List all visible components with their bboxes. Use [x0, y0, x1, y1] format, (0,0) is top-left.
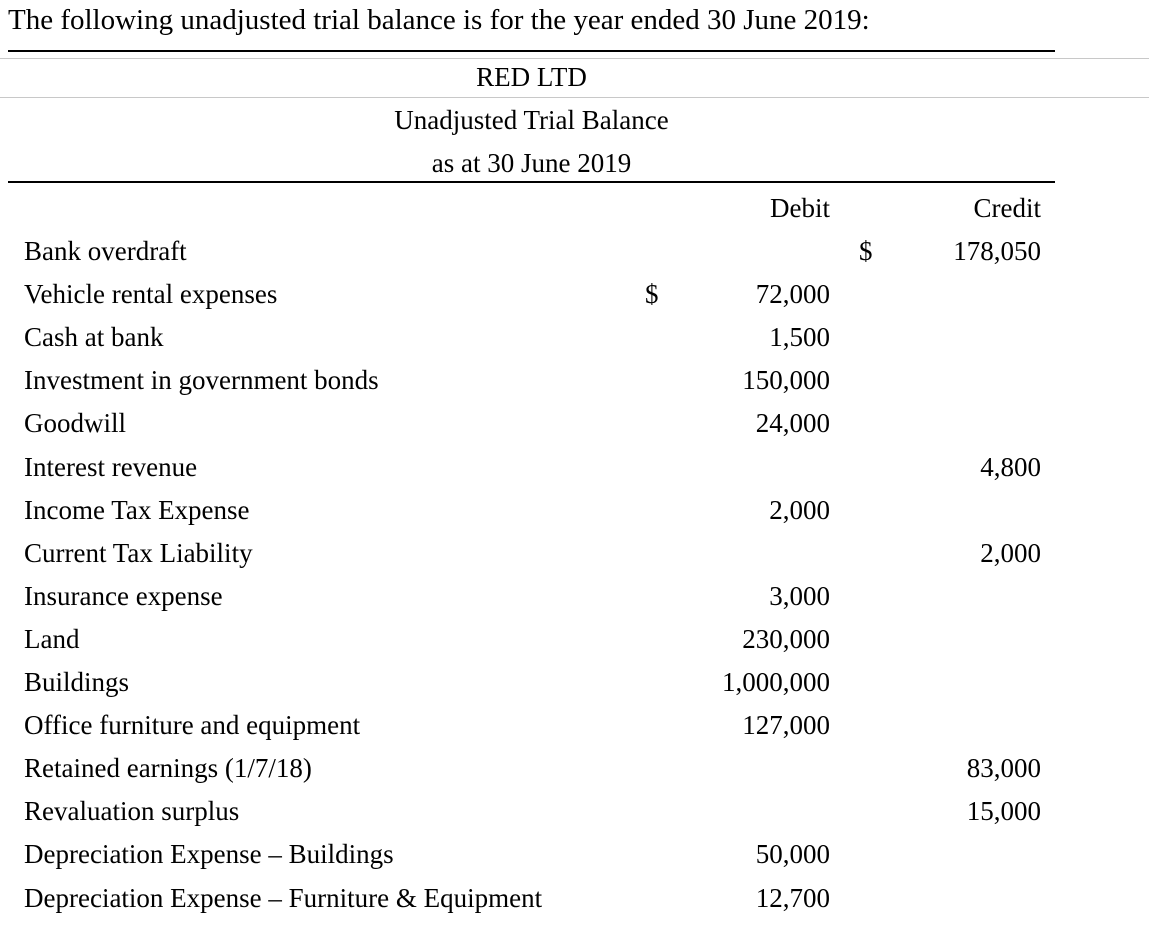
- table-row: [0, 279, 1149, 322]
- table-row: [0, 839, 1149, 882]
- table-row: [0, 883, 1149, 926]
- header-separator-bottom: [0, 97, 1149, 98]
- table-row: [0, 710, 1149, 753]
- account-label: Land: [24, 624, 80, 654]
- table-row: [0, 796, 1149, 839]
- account-label: Buildings: [24, 667, 130, 697]
- table-row: [0, 322, 1149, 365]
- account-label: Insurance expense: [24, 581, 223, 611]
- credit-column-header: Credit: [973, 193, 1041, 223]
- debit-column-header: Debit: [770, 193, 830, 223]
- table-row: [0, 624, 1149, 667]
- credit-amount: 4,800: [980, 452, 1041, 482]
- table-row: [0, 365, 1149, 408]
- table-row: [0, 581, 1149, 624]
- credit-amount: 178,050: [953, 236, 1041, 266]
- table-row: [0, 667, 1149, 710]
- account-label: Investment in government bonds: [24, 365, 379, 395]
- table-row: [0, 408, 1149, 451]
- credit-amount: 83,000: [966, 753, 1041, 783]
- account-label: Revaluation surplus: [24, 796, 240, 826]
- table-top-rule: [8, 181, 1055, 183]
- account-label: Depreciation Expense – Buildings: [24, 839, 394, 869]
- company-name: RED LTD: [476, 62, 587, 92]
- table-row: [0, 495, 1149, 538]
- account-label: Goodwill: [24, 408, 127, 438]
- account-label: Current Tax Liability: [24, 538, 253, 568]
- debit-amount: 3,000: [769, 581, 830, 611]
- account-label: Depreciation Expense – Furniture & Equipment: [24, 883, 543, 913]
- table-row: [0, 236, 1149, 279]
- table-row: [0, 538, 1149, 581]
- debit-amount: 230,000: [742, 624, 830, 654]
- top-rule: [8, 50, 1055, 52]
- account-label: Cash at bank: [24, 322, 164, 352]
- account-label: Office furniture and equipment: [24, 710, 361, 740]
- debit-amount: 150,000: [742, 365, 830, 395]
- statement-date: as at 30 June 2019: [431, 148, 632, 178]
- credit-currency-symbol: $: [859, 236, 873, 266]
- table-row: [0, 452, 1149, 495]
- statement-title: Unadjusted Trial Balance: [394, 105, 669, 135]
- account-label: Retained earnings (1/7/18): [24, 753, 312, 783]
- credit-amount: 15,000: [966, 796, 1041, 826]
- account-label: Bank overdraft: [24, 236, 187, 266]
- debit-amount: 1,500: [769, 322, 830, 352]
- debit-amount: 2,000: [769, 495, 830, 525]
- account-label: Income Tax Expense: [24, 495, 250, 525]
- debit-currency-symbol: $: [645, 279, 659, 309]
- header-separator-top: [0, 58, 1149, 59]
- account-label: Interest revenue: [24, 452, 198, 482]
- account-label: Vehicle rental expenses: [24, 279, 278, 309]
- table-row: [0, 753, 1149, 796]
- credit-amount: 2,000: [980, 538, 1041, 568]
- debit-amount: 72,000: [755, 279, 830, 309]
- debit-amount: 50,000: [755, 839, 830, 869]
- debit-amount: 12,700: [755, 883, 830, 913]
- debit-amount: 1,000,000: [722, 667, 830, 697]
- debit-amount: 24,000: [755, 408, 830, 438]
- intro-text: The following unadjusted trial balance is for the year ended 30 June 2019:: [8, 4, 870, 36]
- debit-amount: 127,000: [742, 710, 830, 740]
